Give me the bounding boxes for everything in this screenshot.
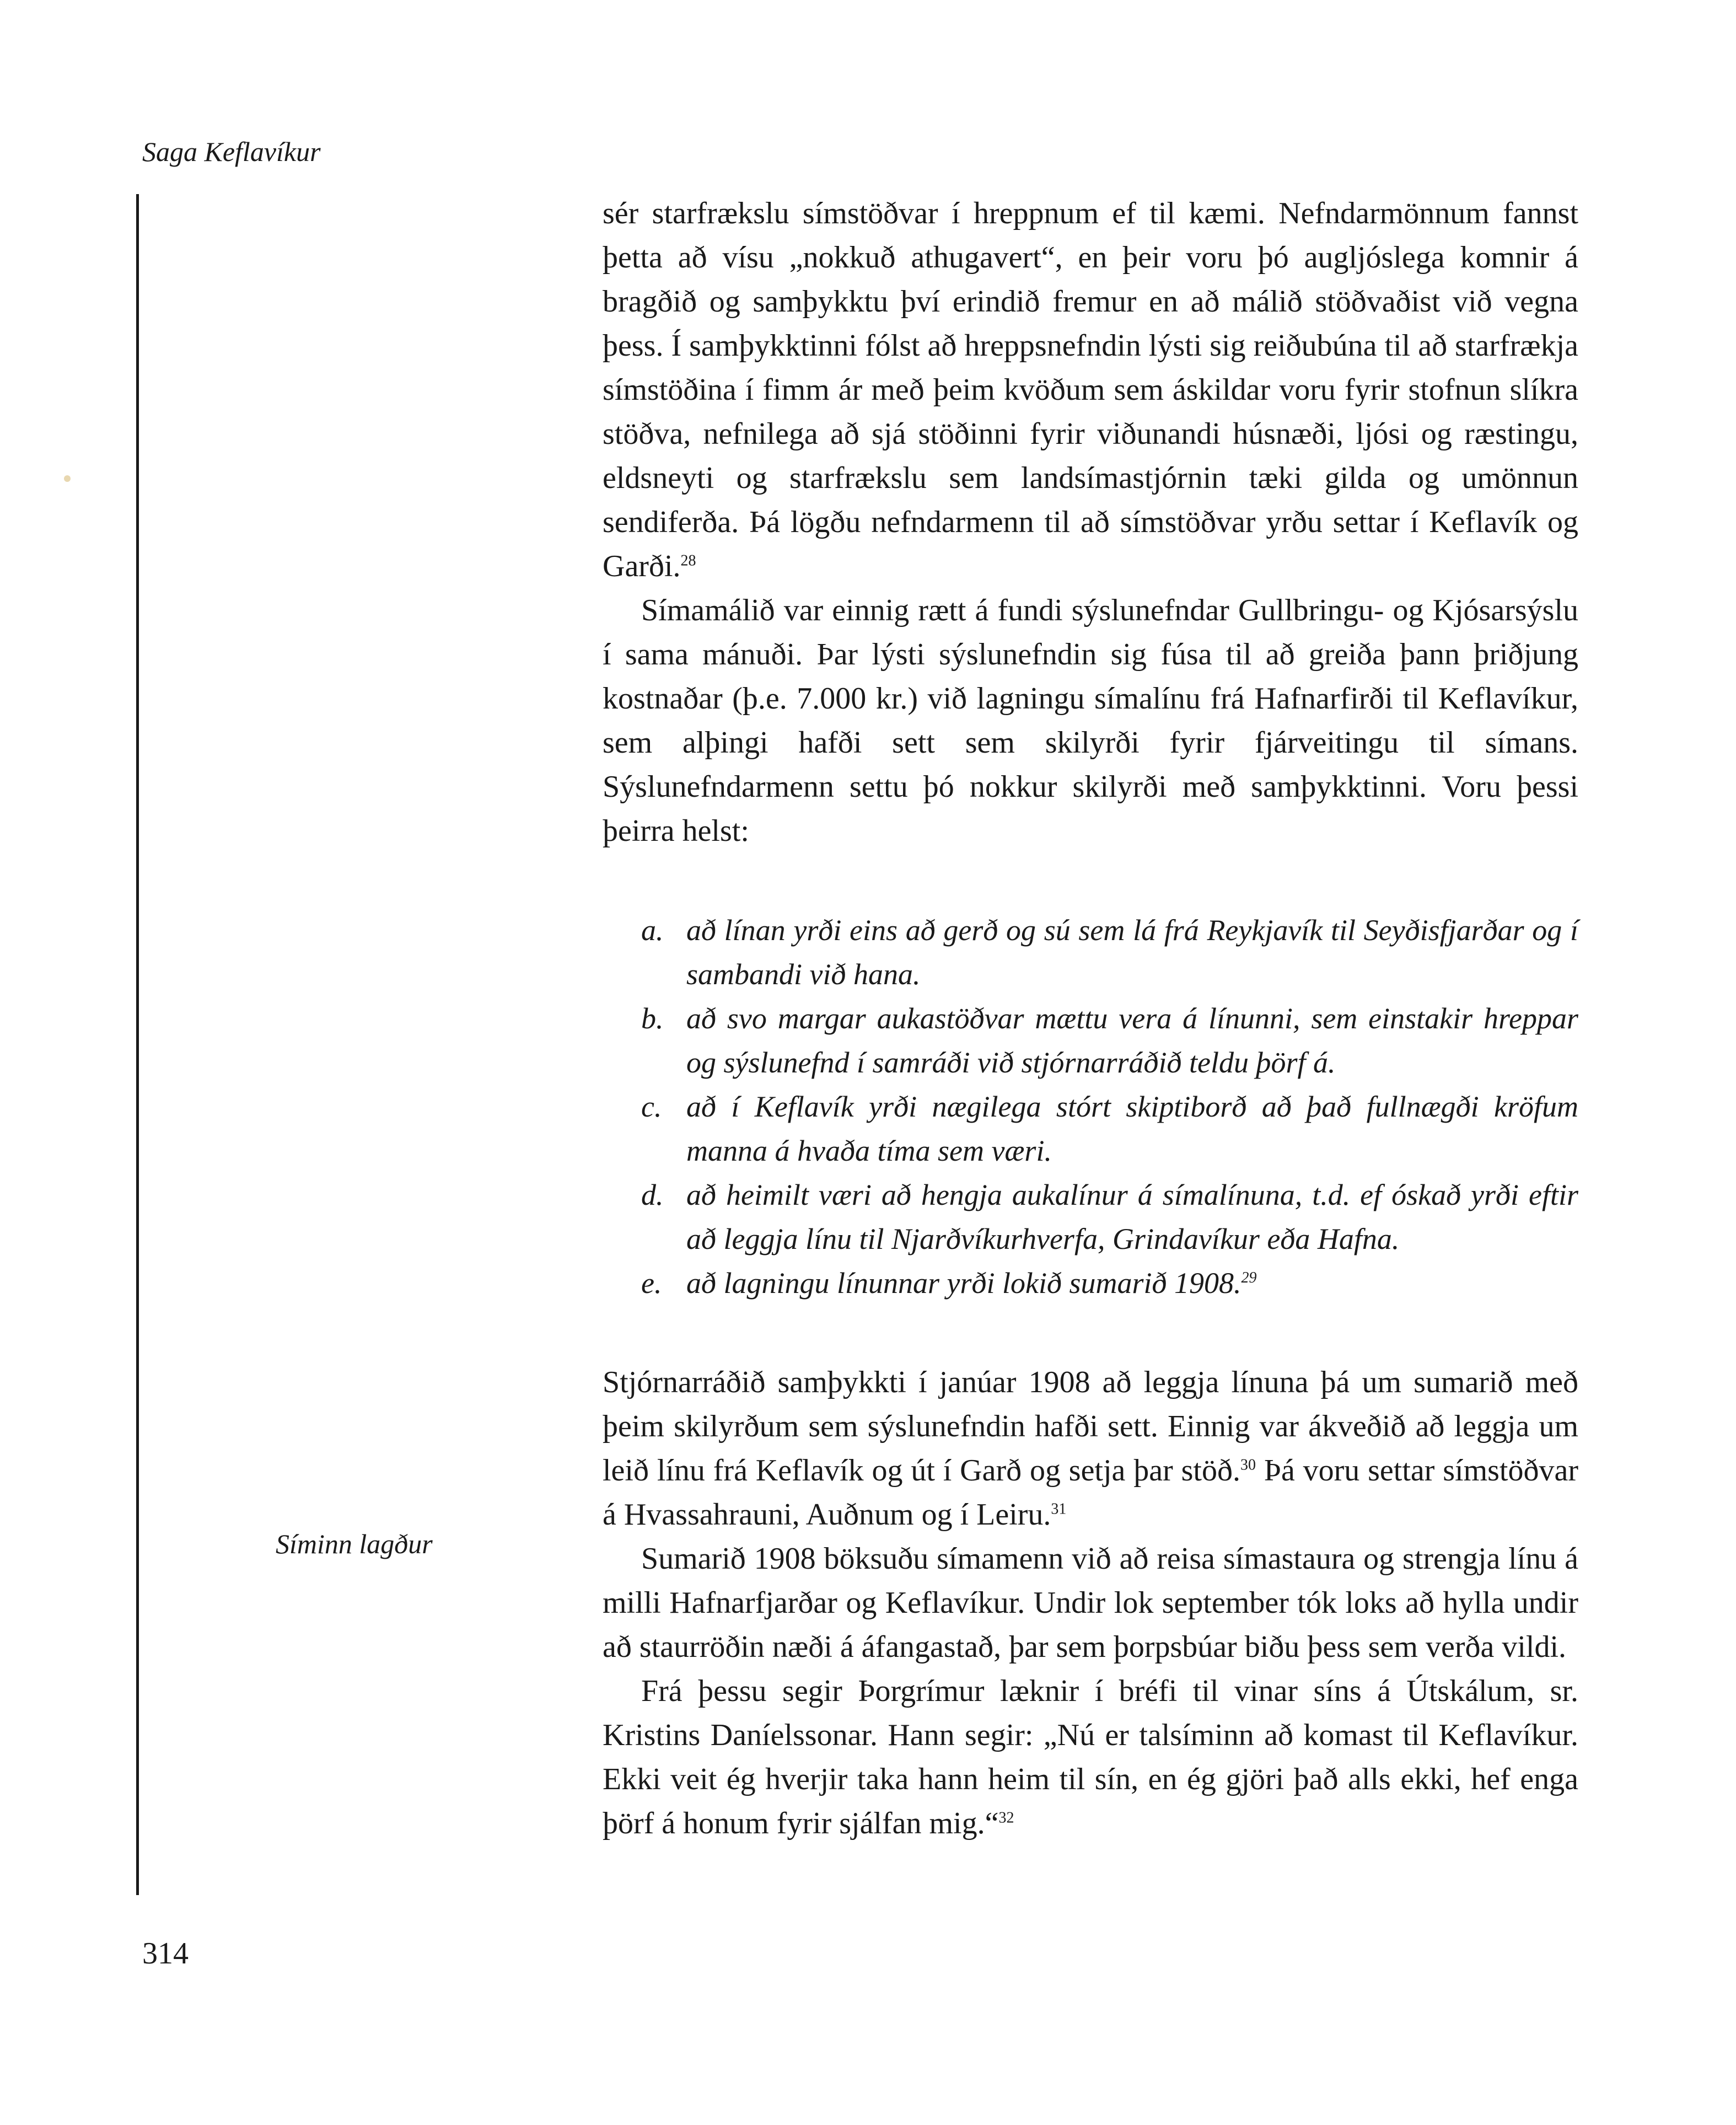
- footnote-ref-30: 30: [1240, 1456, 1256, 1474]
- footnote-ref-31: 31: [1051, 1500, 1067, 1518]
- list-item-text: að lagningu línunnar yrði lokið sumarið 1908.: [686, 1267, 1241, 1300]
- list-item: [641, 1261, 1578, 1305]
- body-text: [603, 191, 1578, 1845]
- list-marker: c.: [641, 1090, 662, 1123]
- paragraph-3-text-after: Þá voru settar símstöðvar á Hvassahrauni, Auðnum og í Leiru.: [603, 1453, 1578, 1532]
- paragraph-4: [603, 1537, 1578, 1669]
- list-marker: d.: [641, 1178, 664, 1211]
- list-item-text: að heimilt væri að hengja aukalínur á símalínuna, t.d. ef óskað yrði eftir að leggja línu til Njarðvíkurhverfa, Grindavíkur eða Hafna.: [686, 1178, 1578, 1255]
- paragraph-5: [603, 1669, 1578, 1845]
- list-item-text: að í Keflavík yrði nægilega stórt skiptiborð að það fullnægði kröfum manna á hvaða tíma sem væri.: [686, 1090, 1578, 1167]
- list-item: [641, 996, 1578, 1085]
- list-item: [641, 908, 1578, 996]
- list-item: [641, 1085, 1578, 1173]
- footnote-ref-29: 29: [1241, 1269, 1257, 1286]
- list-item-text: að línan yrði eins að gerð og sú sem lá frá Reykjavík til Seyðisfjarðar og í sambandi við hana.: [686, 914, 1578, 991]
- paragraph-2-text: Símamálið var einnig rætt á fundi sýslunefndar Gullbringu- og Kjósarsýslu í sama mánuði. Þar lýsti sýslunefndin sig fúsa til að greiða þann þriðjung kostnaðar (þ.e. 7.000 kr.) við lagningu símalínu frá Hafnarfirði til Keflavíkur, sem alþingi hafði sett sem skilyrði fyrir fjárveitingu til símans. Sýslunefndarmenn settu þó nokkur skilyrði með samþykktinni. Voru þessi þeirra helst:: [603, 593, 1578, 848]
- list-item-text: að svo margar aukastöðvar mættu vera á línunni, sem einstakir hreppar og sýslunefnd í samráði við stjórnarráðið teldu þörf á.: [686, 1002, 1578, 1079]
- paragraph-2: [603, 588, 1578, 853]
- paragraph-3: [603, 1360, 1578, 1537]
- list-marker: a.: [641, 914, 664, 947]
- list-item: [641, 1173, 1578, 1261]
- paragraph-5-text: Frá þessu segir Þorgrímur læknir í bréfi til vinar síns á Útskálum, sr. Kristins Daníelssonar. Hann segir: „Nú er talsíminn að komast til Keflavíkur. Ekki veit ég hverjir taka hann heim til sín, en ég gjöri það alls ekki, hef enga þörf á honum fyrir sjálfan mig.“: [603, 1674, 1578, 1840]
- margin-note: Síminn lagður: [276, 1528, 433, 1559]
- list-marker: e.: [641, 1267, 662, 1300]
- paragraph-1-text: sér starfrækslu símstöðvar í hreppnum ef til kæmi. Nefndarmönnum fannst þetta að vísu „nokkuð athugavert“, en þeir voru þó augljóslega komnir á bragðið og samþykktu því erindið fremur en að málið stöðvaðist við vegna þess. Í samþykktinni fólst að hreppsnefndin lýsti sig reiðubúna til að starfrækja símstöðina í fimm ár með þeim kvöðum sem áskildar voru fyrir stofnun slíkra stöðva, nefnilega að sjá stöðinni fyrir viðunandi húsnæði, ljósi og ræstingu, eldsneyti og starfrækslu sem landsímastjórnin tæki gilda og umönnun sendiferða. Þá lögðu nefndarmenn til að símstöðvar yrðu settar í Keflavík og Garði.: [603, 196, 1578, 583]
- footnote-ref-32: 32: [998, 1809, 1014, 1827]
- paragraph-3-text: Stjórnarráðið samþykkti í janúar 1908 að leggja línuna þá um sumarið með þeim skilyrðum sem sýslunefndin hafði sett. Einnig var ákveðið að leggja um leið línu frá Keflavík og út í Garð og setja þar stöð.: [603, 1365, 1578, 1488]
- conditions-list: [603, 908, 1578, 1305]
- paragraph-4-text: Sumarið 1908 böksuðu símamenn við að reisa símastaura og strengja línu á milli Hafnarfjarðar og Keflavíkur. Undir lok september tók loks að hylla undir að staurröðin næði á áfangastað, þar sem þorpsbúar biðu þess sem verða vildi.: [603, 1542, 1578, 1664]
- margin-rule: [136, 194, 139, 1895]
- running-head: Saga Keflavíkur: [142, 136, 321, 167]
- paragraph-1: [603, 191, 1578, 588]
- list-marker: b.: [641, 1002, 664, 1035]
- scan-speck: [64, 475, 71, 482]
- page-number: 314: [142, 1936, 189, 1971]
- footnote-ref-28: 28: [680, 552, 696, 570]
